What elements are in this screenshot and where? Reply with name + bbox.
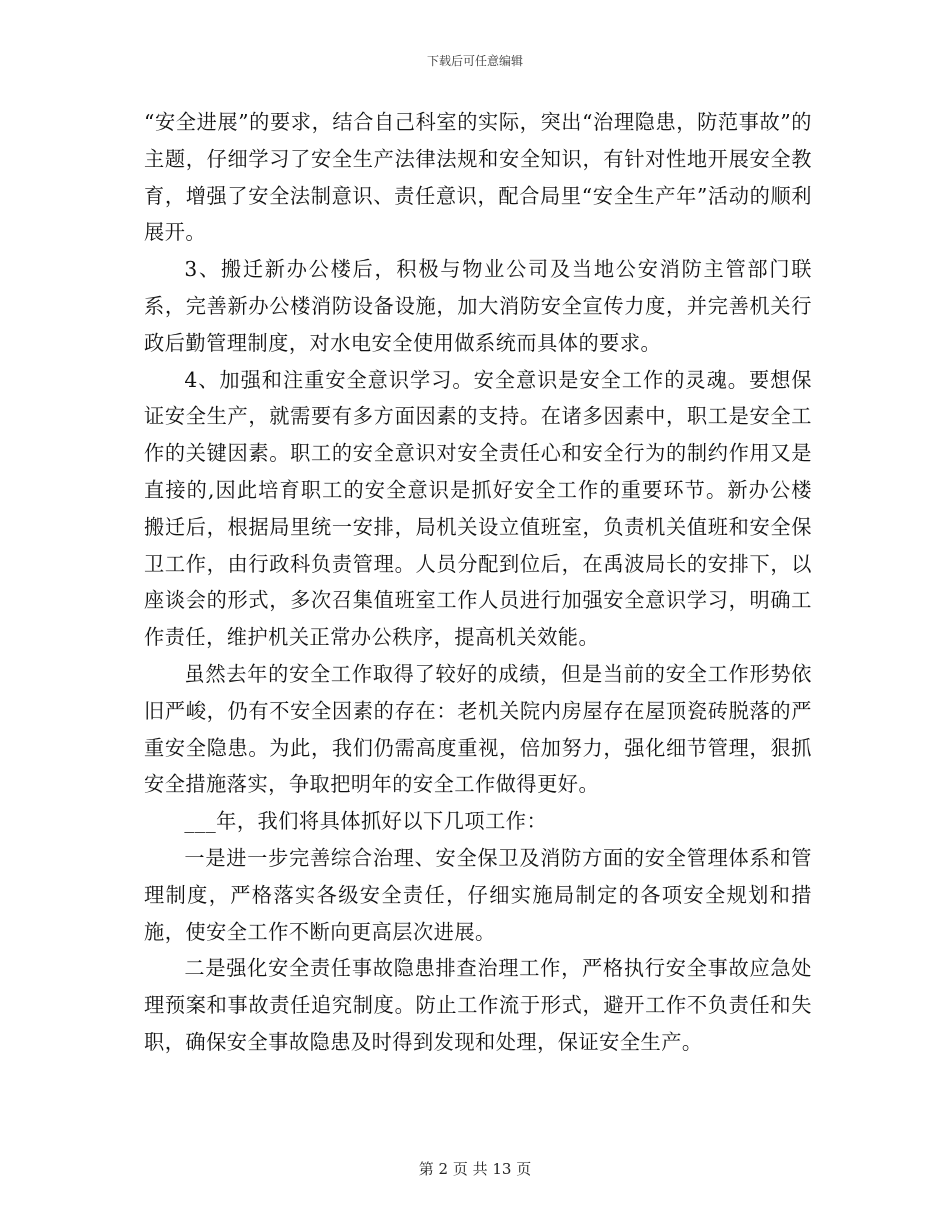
paragraph-plan-intro: ___年，我们将具体抓好以下几项工作：: [184, 809, 548, 834]
paragraph-plan-2: 二是强化安全责任事故隐患排查治理工作，严格执行安全事故应急处理预案和事故责任追究制度。防止工作流于形式，避开工作不负责任和失职，确保安全事故隐患及时得到发现和处理，保证安全生产。: [144, 956, 812, 1054]
page-number-footer: 第 2 页 共 13 页: [418, 1160, 532, 1178]
paragraph-plan-1: 一是进一步完善综合治理、安全保卫及消防方面的安全管理体系和管理制度，严格落实各级安全责任，仔细实施局制定的各项安全规划和措施，使安全工作不断向更高层次进展。: [144, 845, 812, 944]
paragraph-item-3: 3、搬迁新办公楼后，积极与物业公司及当地公安消防主管部门联系，完善新办公楼消防设备设施，加大消防安全宣传力度，并完善机关行政后勤管理制度，对水电安全使用做系统而具体的要求。: [144, 257, 812, 355]
paragraph-item-4: 4、加强和注重安全意识学习。安全意识是安全工作的灵魂。要想保证安全生产，就需要有多方面因素的支持。在诸多因素中，职工是安全工作的关键因素。职工的安全意识对安全责任心和安全行为的制约作用又是直接的,因此培育职工的安全意识是抓好安全工作的重要环节。新办公楼搬迁后，根据局里统一安排，局机关设立值班室，负责机关值班和安全保卫工作，由行政科负责管理。人员分配到位后，在禹波局长的安排下，以座谈会的形式，多次召集值班室工作人员进行加强安全意识学习，明确工作责任，维护机关正常办公秩序，提高机关效能。: [144, 367, 812, 650]
paragraph-summary: 虽然去年的安全工作取得了较好的成绩，但是当前的安全工作形势依旧严峻，仍有不安全因素的存在：老机关院内房屋存在屋顶瓷砖脱落的严重安全隐患。为此，我们仍需高度重视，倍加努力，强化细节管理，狠抓安全措施落实，争取把明年的安全工作做得更好。: [144, 661, 812, 797]
paragraph-continued: “安全进展”的要求，结合自己科室的实际，突出“治理隐患，防范事故”的主题，仔细学习了安全生产法律法规和安全知识，有针对性地开展安全教育，增强了安全法制意识、责任意识，配合局里“安全生产年”活动的顺利展开。: [144, 110, 812, 245]
document-body: [144, 104, 812, 1061]
page-header: 下载后可任意编辑: [426, 54, 523, 68]
